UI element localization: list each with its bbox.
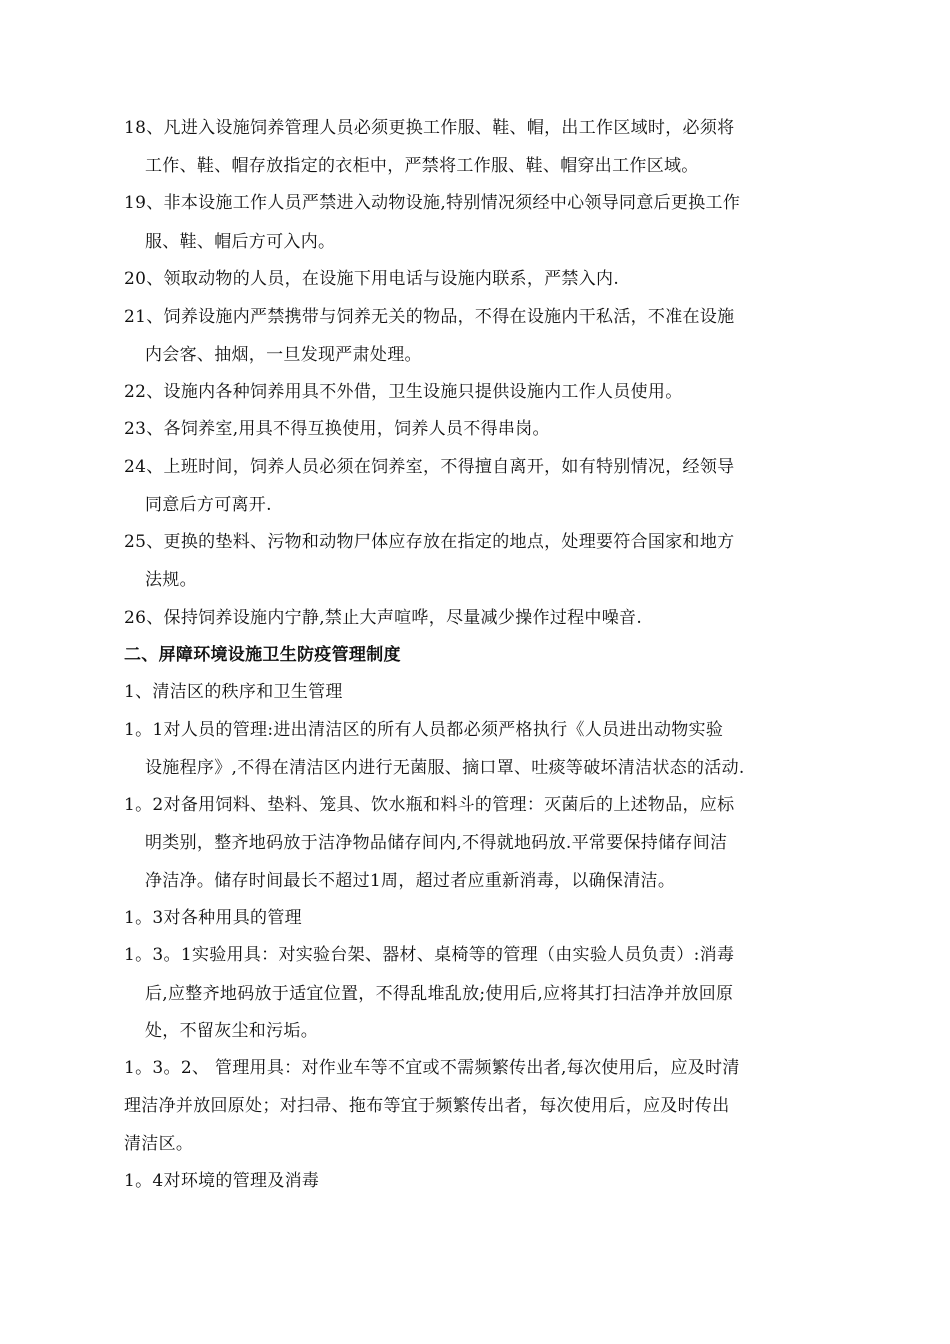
text-line: 18、凡进入设施饲养管理人员必须更换工作服、鞋、帽，出工作区域时，必须将 (124, 118, 735, 138)
text-line: 25、更换的垫料、污物和动物尸体应存放在指定的地点，处理要符合国家和地方 (124, 532, 735, 552)
text-line: 22、设施内各种饲养用具不外借，卫生设施只提供设施内工作人员使用。 (124, 382, 683, 402)
text-line: 工作、鞋、帽存放指定的衣柜中，严禁将工作服、鞋、帽穿出工作区域。 (145, 156, 699, 176)
text-line: 清洁区。 (124, 1134, 194, 1154)
text-line: 同意后方可离开. (145, 495, 272, 515)
text-line: 23、各饲养室,用具不得互换使用，饲养人员不得串岗。 (124, 419, 550, 439)
text-line: 20、领取动物的人员，在设施下用电话与设施内联系，严禁入内. (124, 269, 620, 289)
text-line: 设施程序》,不得在清洁区内进行无菌服、摘口罩、吐痰等破坏清洁状态的活动. (145, 758, 745, 778)
section-heading: 二、屏障环境设施卫生防疫管理制度 (124, 645, 401, 665)
text-line: 1。1对人员的管理:进出清洁区的所有人员都必须严格执行《人员进出动物实验 (124, 720, 724, 740)
text-line: 24、上班时间，饲养人员必须在饲养室，不得擅自离开，如有特别情况，经领导 (124, 457, 735, 477)
text-line: 1。3。1实验用具：对实验台架、器材、桌椅等的管理（由实验人员负责）:消毒 (124, 945, 735, 965)
text-line: 净洁净。储存时间最长不超过1周，超过者应重新消毒，以确保清洁。 (145, 871, 676, 891)
text-line: 19、非本设施工作人员严禁进入动物设施,特别情况须经中心领导同意后更换工作 (124, 193, 741, 213)
text-line: 1。3。2、 管理用具：对作业车等不宜或不需频繁传出者,每次使用后，应及时清 (124, 1058, 740, 1078)
text-line: 处，不留灰尘和污垢。 (145, 1021, 318, 1041)
text-line: 后,应整齐地码放于适宜位置，不得乱堆乱放;使用后,应将其打扫洁净并放回原 (145, 984, 734, 1004)
text-line: 理洁净并放回原处；对扫帚、拖布等宜于频繁传出者，每次使用后，应及时传出 (124, 1096, 730, 1116)
text-line: 1。2对备用饲料、垫料、笼具、饮水瓶和料斗的管理：灭菌后的上述物品，应标 (124, 795, 735, 815)
text-line: 1、清洁区的秩序和卫生管理 (124, 682, 343, 702)
text-line: 内会客、抽烟，一旦发现严肃处理。 (145, 345, 422, 365)
text-line: 1。3对各种用具的管理 (124, 908, 302, 928)
text-line: 服、鞋、帽后方可入内。 (145, 232, 336, 252)
text-line: 21、饲养设施内严禁携带与饲养无关的物品，不得在设施内干私活，不准在设施 (124, 307, 735, 327)
text-line: 明类别，整齐地码放于洁净物品储存间内,不得就地码放.平常要保持储存间洁 (145, 833, 728, 853)
text-line: 法规。 (145, 570, 197, 590)
text-line: 26、保持饲养设施内宁静,禁止大声喧哗，尽量减少操作过程中噪音. (124, 608, 643, 628)
text-line: 1。4对环境的管理及消毒 (124, 1171, 320, 1191)
